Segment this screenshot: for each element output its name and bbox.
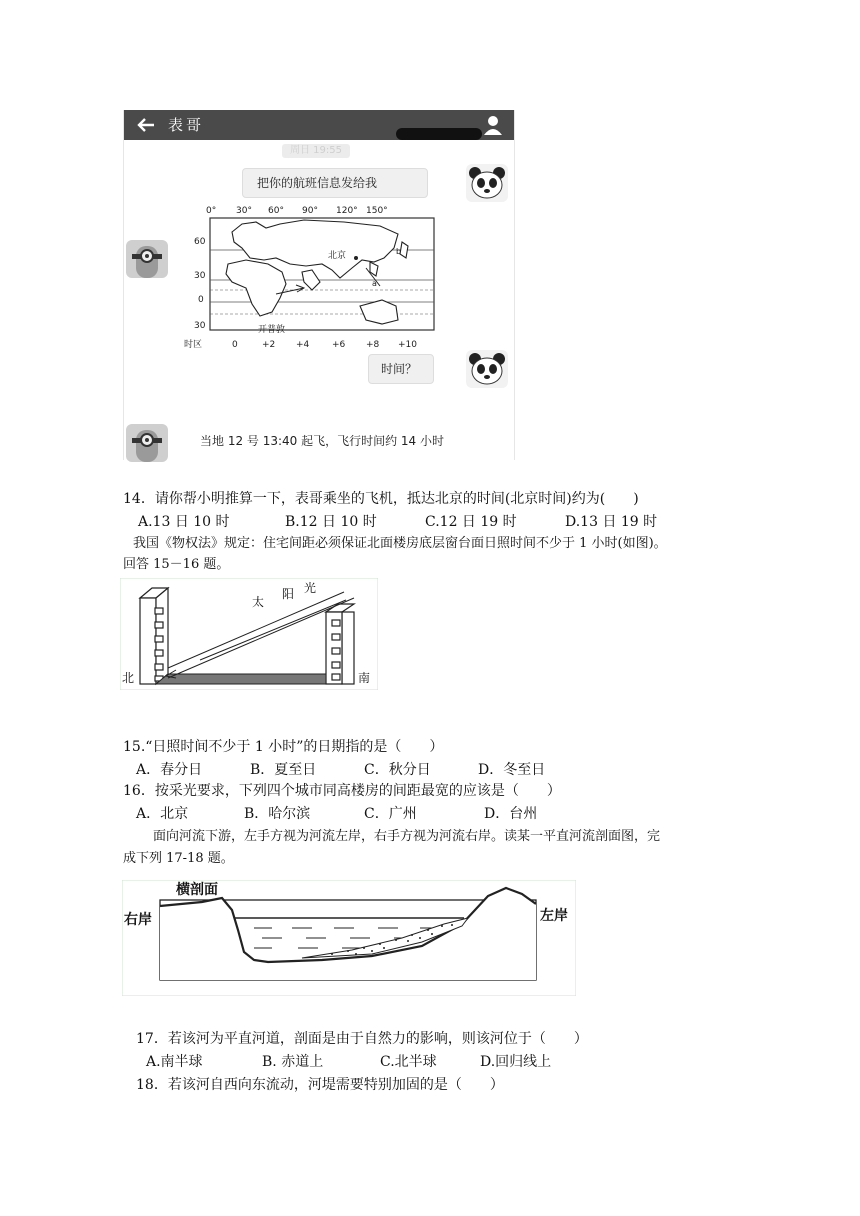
question-14: 14．请你帮小明推算一下，表哥乘坐的飞机，抵达北京的时间(北京时间)约为( ) (123, 491, 639, 507)
beijing-marker (354, 256, 358, 260)
svg-text:120°: 120° (336, 206, 358, 216)
question-18: 18．若该河自西向东流动，河堤需要特别加固的是（ ） (136, 1077, 504, 1093)
svg-text:0: 0 (232, 340, 238, 350)
q17-option-c[interactable]: C.北半球 (380, 1054, 437, 1070)
sun-label-2: 阳 (282, 587, 295, 601)
intro-17-18-line2: 成下列 17-18 题。 (123, 851, 234, 866)
svg-text:0°: 0° (206, 206, 217, 216)
q14-option-c[interactable]: C.12 日 19 时 (425, 514, 517, 530)
south-building (326, 604, 354, 684)
question-16: 16．按采光要求，下列四个城市同高楼房的间距最宽的应该是（ ） (123, 783, 561, 799)
svg-text:30: 30 (194, 271, 206, 281)
svg-text:+6: +6 (332, 340, 346, 350)
river-figure-title: 横剖面 (176, 882, 218, 898)
south-label: 南 (358, 671, 371, 685)
chat-message-2: 时间？ (368, 354, 434, 384)
svg-text:0: 0 (198, 295, 204, 305)
panda-icon (466, 350, 508, 388)
profile-icon[interactable] (482, 114, 504, 136)
map-marker-a: a (372, 279, 377, 288)
intro-15-16-line1: 我国《物权法》规定：住宅间距必须保证北面楼房底层窗台面日照时间不少于 1 小时(如图)。 (133, 536, 667, 551)
svg-text:30°: 30° (236, 206, 252, 216)
time-zone-row (184, 338, 417, 350)
svg-text:90°: 90° (302, 206, 318, 216)
north-label: 北 (122, 671, 135, 685)
svg-text:150°: 150° (366, 206, 388, 216)
svg-text:+8: +8 (366, 340, 380, 350)
world-time-zone-map (184, 202, 444, 352)
minion-avatar[interactable] (126, 240, 168, 278)
intro-15-16-line2: 回答 15－16 题。 (123, 557, 230, 572)
lat-labels (194, 237, 206, 331)
q15-option-b[interactable]: B．夏至日 (250, 762, 317, 778)
chat-screenshot (123, 110, 515, 460)
map-city-cape: 开普敦 (258, 325, 286, 335)
svg-text:60°: 60° (268, 206, 284, 216)
chat-message-1: 把你的航班信息发给我 (242, 168, 428, 198)
q17-option-a[interactable]: A.南半球 (146, 1054, 203, 1070)
river-cross-section-figure (122, 880, 576, 996)
svg-text:60: 60 (194, 237, 206, 247)
q16-option-b[interactable]: B．哈尔滨 (244, 806, 311, 822)
q16-option-d[interactable]: D．台州 (484, 806, 538, 822)
svg-text:+2: +2 (262, 340, 276, 350)
svg-text:30: 30 (194, 321, 206, 331)
chat-contact-name: 表哥 (168, 116, 205, 134)
redacted-bar (396, 128, 482, 140)
q16-option-a[interactable]: A．北京 (136, 806, 189, 822)
q14-option-b[interactable]: B.12 日 10 时 (285, 514, 377, 530)
svg-text:+4: +4 (296, 340, 310, 350)
q17-option-d[interactable]: D.回归线上 (480, 1054, 552, 1070)
message-timestamp: 周日 19:55 (282, 144, 350, 158)
q17-option-b[interactable]: B. 赤道上 (262, 1054, 324, 1070)
chat-message-3: 当地 12 号 13:40 起飞，飞行时间约 14 小时 (200, 434, 445, 448)
q14-option-d[interactable]: D.13 日 19 时 (565, 514, 658, 530)
back-arrow-icon[interactable] (136, 117, 156, 133)
svg-text:+10: +10 (398, 340, 417, 350)
sun-label-1: 太 (252, 595, 265, 609)
right-bank-label: 右岸 (124, 912, 152, 928)
lon-labels (206, 206, 388, 216)
minion-icon (126, 240, 168, 278)
minion-icon (126, 424, 168, 462)
q16-option-c[interactable]: C．广州 (364, 806, 417, 822)
map-marker-b: b (396, 247, 402, 256)
question-17: 17．若该河为平直河道，剖面是由于自然力的影响，则该河位于（ ） (136, 1031, 588, 1047)
panda-avatar[interactable] (466, 164, 508, 202)
q14-option-a[interactable]: A.13 日 10 时 (138, 514, 230, 530)
question-15: 15.“日照时间不少于 1 小时”的日期指的是（ ） (123, 739, 444, 755)
panda-avatar[interactable] (466, 350, 508, 388)
building-sunlight-figure (120, 578, 378, 690)
q15-option-c[interactable]: C．秋分日 (364, 762, 431, 778)
ground-shadow (156, 674, 326, 684)
svg-text:时区: 时区 (184, 340, 203, 350)
minion-avatar[interactable] (126, 424, 168, 462)
left-bank-label: 左岸 (540, 908, 568, 924)
panda-icon (466, 164, 508, 202)
north-building (140, 588, 168, 684)
q15-option-a[interactable]: A．春分日 (136, 762, 203, 778)
q15-option-d[interactable]: D．冬至日 (478, 762, 546, 778)
map-city-beijing: 北京 (328, 251, 347, 261)
chat-header-bar (124, 110, 514, 140)
intro-17-18-line1: 面向河流下游，左手方视为河流左岸，右手方视为河流右岸。读某一平直河流剖面图，完 (153, 829, 661, 844)
sun-label-3: 光 (304, 581, 317, 595)
